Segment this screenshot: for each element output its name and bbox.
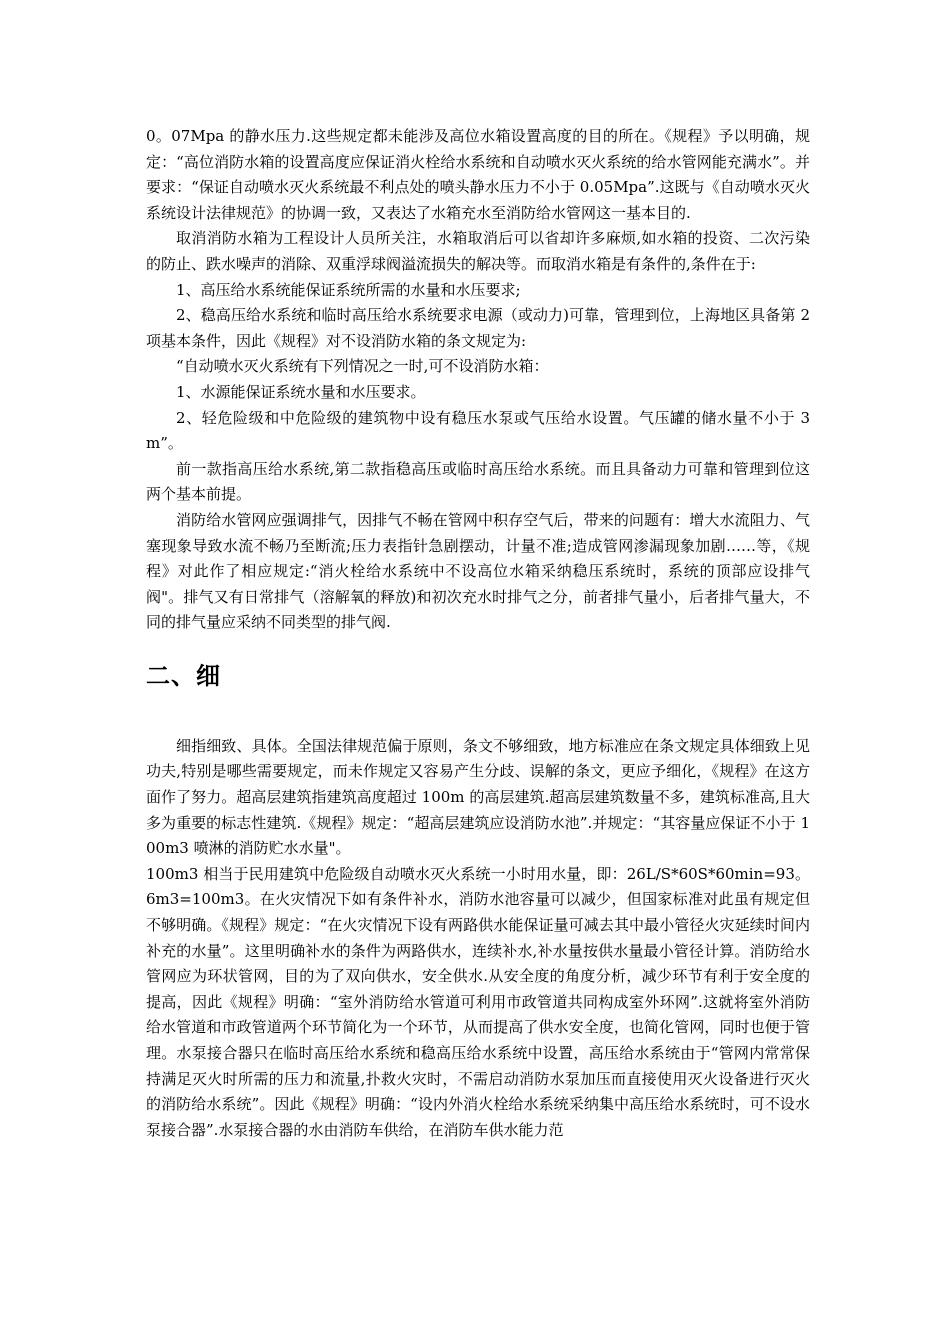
- section-heading: 二、细: [146, 661, 221, 690]
- paragraph: 2、轻危险级和中危险级的建筑物中设有稳压水泵或气压给水设置。气压罐的储水量不小于 3m”。: [146, 408, 810, 453]
- paragraph: 前一款指高压给水系统,第二款指稳高压或临时高压给水系统。而且具备动力可靠和管理到位这两个基本前提。: [146, 459, 810, 504]
- paragraph: 细指细致、具体。全国法律规范偏于原则，条文不够细致，地方标准应在条文规定具体细致上见功夫,特别是哪些需要规定，而未作规定又容易产生分歧、误解的条文，更应予细化，《规程》在这方面作了努力。超高层建筑指建筑高度超过 100m 的高层建筑.超高层建筑数量不多，建筑标准高,且大多为重要的标志性建筑.《规程》规定：“超高层建筑应设消防水池”.并规定：“其容量应保证不小于 100m3 喷淋的消防贮水水量"。: [146, 736, 810, 858]
- paragraph: 2、稳高压给水系统和临时高压给水系统要求电源（或动力)可靠，管理到位，上海地区具备第 2 项基本条件，因此《规程》对不设消防水箱的条文规定为:: [146, 306, 810, 350]
- document-page: [146, 124, 810, 1143]
- paragraph: 消防给水管网应强调排气，因排气不畅在管网中积存空气后，带来的问题有：增大水流阻力、气塞现象导致水流不畅乃至断流;压力表指针急剧摆动，计量不准;造成管网渗漏现象加剧……等，《规程》对此作了相应规定:“消火栓给水系统中不设高位水箱采纳稳压系统时，系统的顶部应设排气阀"。排气又有日常排气（溶解氧的释放)和初次充水时排气之分，前者排气量小，后者排气量大，不同的排气量应采纳不同类型的排气阀.: [146, 510, 810, 632]
- spacer: [146, 696, 810, 734]
- section-2: [146, 734, 810, 1144]
- paragraph: 取消消防水箱为工程设计人员所关注，水箱取消后可以省却许多麻烦,如水箱的投资、二次污染的防止、跌水噪声的消除、双重浮球阀溢流损失的解决等。而取消水箱是有条件的,条件在于:: [146, 229, 810, 273]
- paragraph: “自动喷水灭火系统有下列情况之一时,可不设消防水箱：: [176, 357, 549, 376]
- paragraph: 1、水源能保证系统水量和水压要求。: [176, 382, 426, 401]
- paragraph: 100m3 相当于民用建筑中危险级自动喷水灭火系统一小时用水量，即：26L/S*60S*60min=93。6m3=100m3。在火灾情况下如有条件补水，消防水池容量可以减少，但国家标准对此虽有规定但不够明确。《规程》规定：“在火灾情况下设有两路供水能保证量可减去其中最小管径火灾延续时间内补充的水量”。这里明确补水的条件为两路供水，连续补水,补水量按供水量最小管径计算。消防给水管网应为环状管网，目的为了双向供水，安全供水.从安全度的角度分析，减少环节有利于安全度的提高，因此《规程》明确：“室外消防给水管道可利用市政管道共同构成室外环网”.这就将室外消防给水管道和市政管道两个环节简化为一个环节，从而提高了供水安全度，也简化管网，同时也便于管理。水泵接合器只在临时高压给水系统和稳高压给水系统中设置，高压给水系统由于“管网内常常保持满足灭火时所需的压力和流量,扑救火灾时，不需启动消防水泵加压而直接使用灭火设备进行灭火的消防给水系统”。因此《规程》明确：“设内外消火栓给水系统采纳集中高压给水系统时，可不设水泵接合器”.水泵接合器的水由消防车供给，在消防车供水能力范: [146, 864, 810, 1139]
- spacer: [146, 636, 810, 656]
- paragraph: 0。07Mpa 的静水压力.这些规定都未能涉及高位水箱设置高度的目的所在。《规程》予以明确，规定：“高位消防水箱的设置高度应保证消火栓给水系统和自动喷水灭火系统的给水管网能充满水”。并要求：“保证自动喷水灭火系统最不利点处的喷头静水压力不小于 0.05Mpa”.这既与《自动喷水灭火系统设计法律规范》的协调一致，又表达了水箱充水至消防给水管网这一基本目的.: [146, 127, 810, 222]
- section-1: [146, 124, 810, 636]
- paragraph: 1、高压给水系统能保证系统所需的水量和水压要求;: [176, 280, 521, 299]
